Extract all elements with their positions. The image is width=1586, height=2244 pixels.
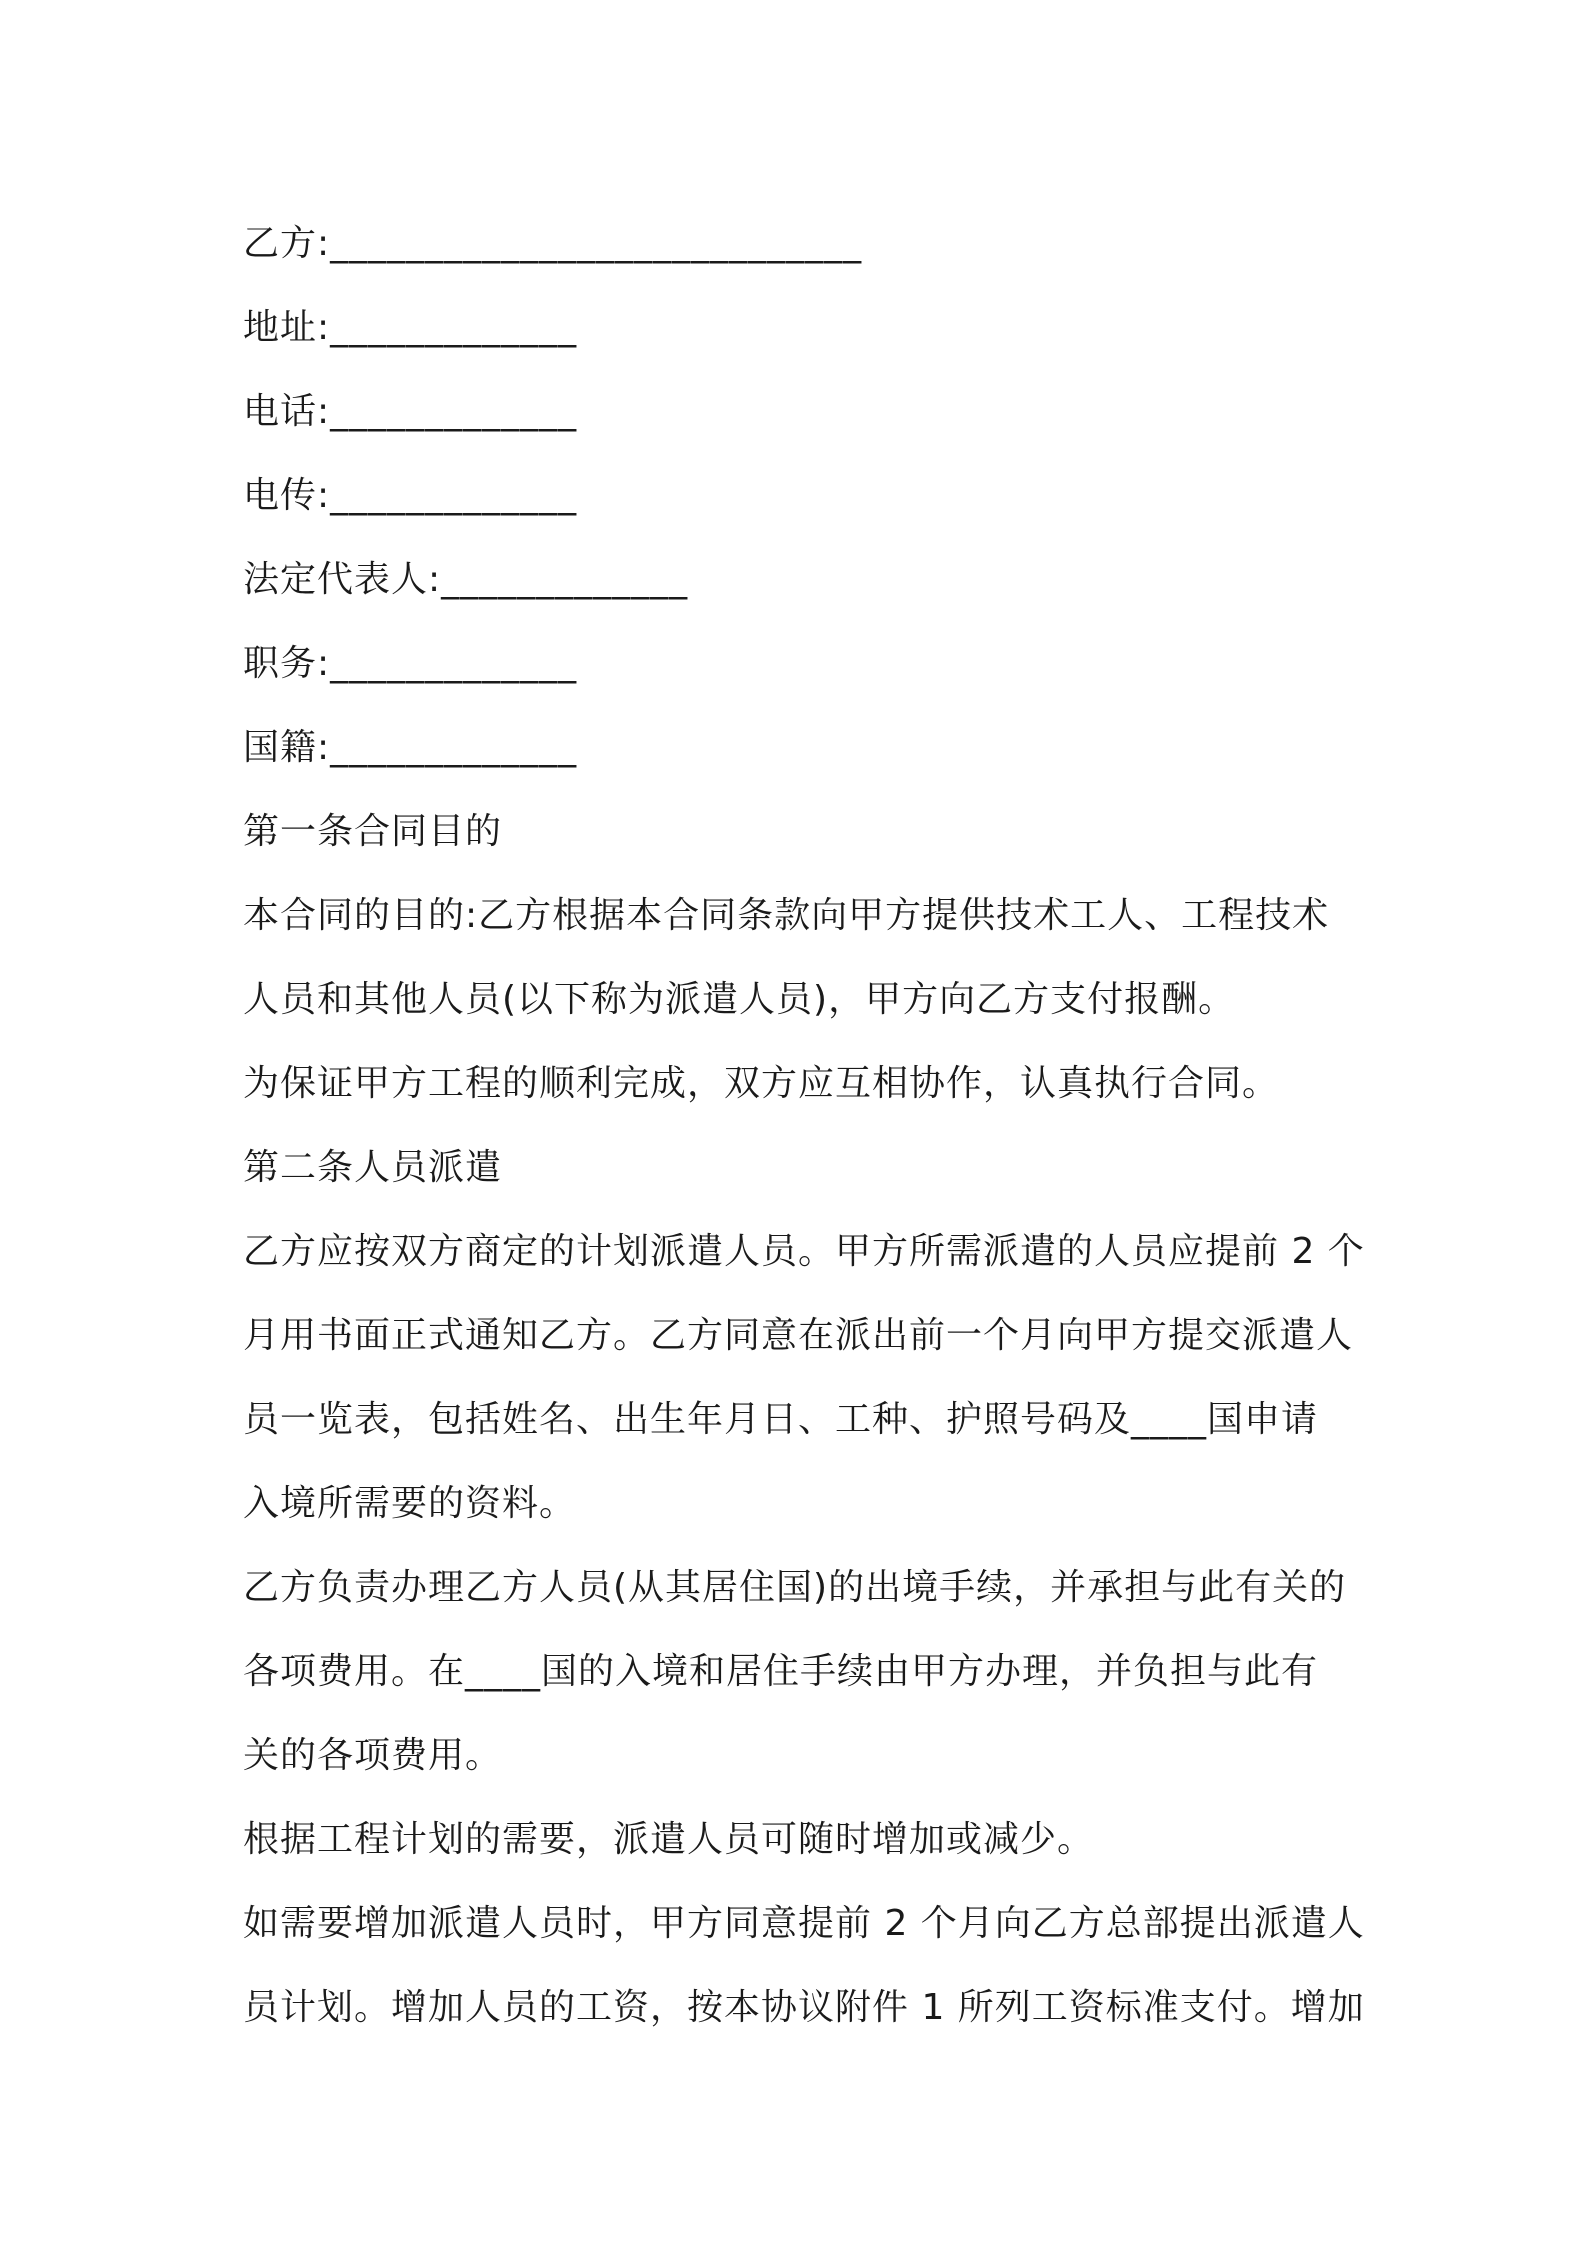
fax-field: 电传:_____________ — [243, 475, 578, 516]
article-2-text-line: 员一览表，包括姓名、出生年月日、工种、护照号码及____国申请 — [243, 1399, 1319, 1440]
article-1-heading: 第一条合同目的 — [243, 811, 503, 852]
legal-representative-field: 法定代表人:_____________ — [243, 559, 689, 600]
article-2-text-line: 根据工程计划的需要，派遣人员可随时增加或减少。 — [243, 1819, 1095, 1860]
address-field: 地址:_____________ — [243, 307, 578, 348]
article-2-text-line: 关的各项费用。 — [243, 1735, 503, 1776]
article-2-text-line: 员计划。增加人员的工资，按本协议附件 1 所列工资标准支付。增加 — [243, 1987, 1365, 2028]
article-2-text-line: 乙方应按双方商定的计划派遣人员。甲方所需派遣的人员应提前 2 个 — [243, 1231, 1365, 1272]
position-field: 职务:_____________ — [243, 643, 578, 684]
phone-field: 电话:_____________ — [243, 391, 578, 432]
article-2-text-line: 月用书面正式通知乙方。乙方同意在派出前一个月向甲方提交派遣人 — [243, 1315, 1354, 1356]
article-2-text-line: 各项费用。在____国的入境和居住手续由甲方办理，并负担与此有 — [243, 1651, 1319, 1692]
document-body — [243, 202, 1363, 2050]
article-2-text-line: 乙方负责办理乙方人员(从其居住国)的出境手续，并承担与此有关的 — [243, 1567, 1347, 1608]
article-1-text-line: 本合同的目的:乙方根据本合同条款向甲方提供技术工人、工程技术 — [243, 895, 1330, 936]
article-2-text-line: 入境所需要的资料。 — [243, 1483, 577, 1524]
article-2-heading: 第二条人员派遣 — [243, 1147, 503, 1188]
party-b-field: 乙方:____________________________ — [243, 223, 863, 264]
article-2-text-line: 如需要增加派遣人员时，甲方同意提前 2 个月向乙方总部提出派遣人 — [243, 1903, 1365, 1944]
article-1-text-line: 为保证甲方工程的顺利完成，双方应互相协作，认真执行合同。 — [243, 1063, 1280, 1104]
article-1-text-line: 人员和其他人员(以下称为派遣人员)，甲方向乙方支付报酬。 — [243, 979, 1236, 1020]
nationality-field: 国籍:_____________ — [243, 727, 578, 768]
